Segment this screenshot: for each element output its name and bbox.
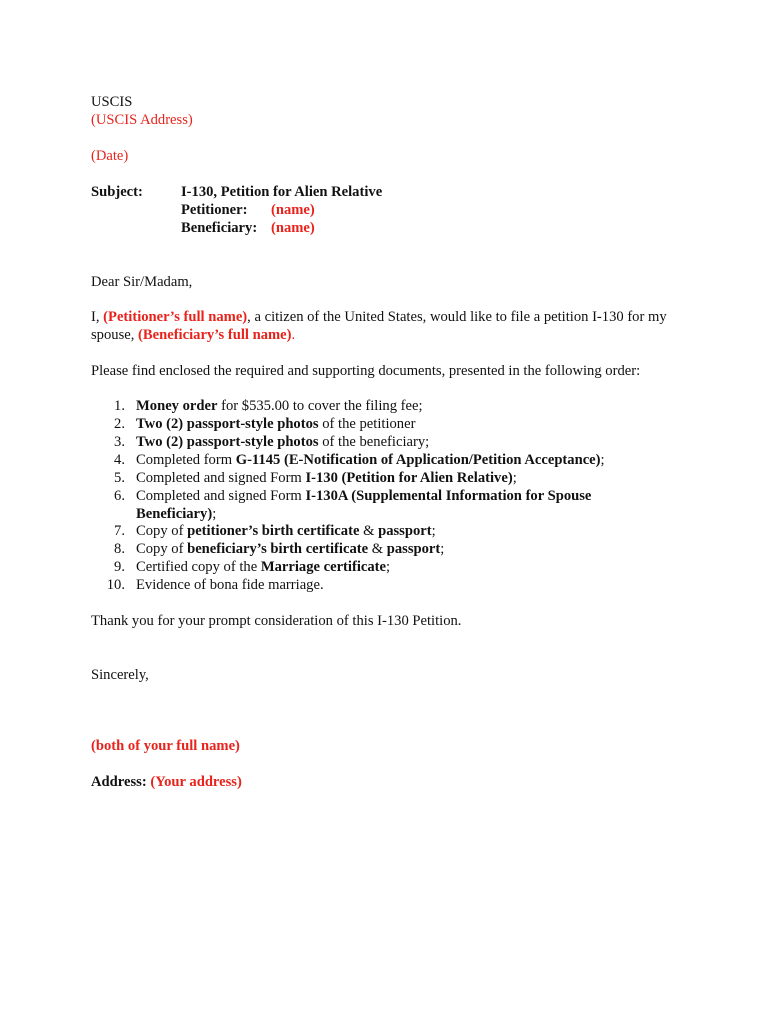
beneficiary-label: Beneficiary: [181, 220, 258, 236]
beneficiary-name-placeholder: (name) [271, 220, 315, 236]
item-bold: I-130 (Petition for Alien Relative) [305, 470, 513, 486]
intro-petitioner-placeholder: (Petitioner’s full name) [103, 309, 248, 325]
item-text: ; [386, 559, 391, 575]
closing-line: Thank you for your prompt consideration of this I-130 Petition. [91, 613, 462, 629]
item-bold: passport [378, 523, 432, 539]
item-text: Completed form [136, 452, 236, 468]
address-placeholder: (Your address) [150, 774, 242, 790]
item-text: Certified copy of the [136, 559, 261, 575]
item-text: Evidence of bona fide marriage. [136, 577, 324, 593]
intro-text: I, [91, 309, 104, 325]
item-text: Completed and signed Form [136, 470, 306, 486]
names-placeholder: (both of your full name) [91, 738, 240, 754]
date-placeholder: (Date) [91, 148, 129, 164]
recipient-org: USCIS [91, 94, 133, 110]
enclosed-sentence: Please find enclosed the required and supporting documents, presented in the following order: [91, 363, 641, 379]
petitioner-name-placeholder: (name) [271, 202, 315, 218]
item-text: Copy of [136, 541, 188, 557]
item-text: ; [212, 506, 217, 522]
item-bold: G-1145 (E-Notification of Application/Petition Acceptance) [235, 452, 601, 468]
item-text: ; [512, 470, 517, 486]
item-bold: passport [386, 541, 441, 557]
intro-line-2 [91, 326, 295, 344]
subject-title: I-130, Petition for Alien Relative [181, 184, 383, 200]
sign-off: Sincerely, [91, 667, 149, 683]
address-line [91, 773, 242, 791]
intro-text: spouse, [91, 327, 139, 343]
item-bold: Money order [136, 398, 218, 414]
item-text: ; [431, 523, 436, 539]
item-text: Copy of [136, 523, 188, 539]
item-bold: beneficiary’s birth certificate [187, 541, 369, 557]
item-bold: Beneficiary) [136, 506, 213, 522]
item-text: ; [600, 452, 605, 468]
list-number: 1. [114, 398, 125, 414]
item-text: & [368, 541, 387, 557]
intro-line-1 [91, 308, 667, 326]
item-bold: Two (2) passport-style photos [136, 434, 319, 450]
subject-label: Subject: [91, 184, 143, 200]
item-text: of the petitioner [318, 416, 416, 432]
list-number: 6. [114, 488, 125, 504]
item-text: of the beneficiary; [318, 434, 430, 450]
intro-beneficiary-placeholder: (Beneficiary’s full name) [138, 327, 292, 343]
list-number: 8. [114, 541, 125, 557]
item-text: for $535.00 to cover the filing fee; [217, 398, 423, 414]
list-number: 4. [114, 452, 125, 468]
petitioner-label: Petitioner: [181, 202, 248, 218]
item-bold: petitioner’s birth certificate [187, 523, 360, 539]
list-number: 10. [106, 577, 125, 593]
intro-period: . [291, 327, 296, 343]
address-label: Address: [91, 774, 147, 790]
item-bold: Two (2) passport-style photos [136, 416, 319, 432]
list-number: 7. [114, 523, 125, 539]
list-number: 5. [114, 470, 125, 486]
item-bold: I-130A (Supplemental Information for Spouse [305, 488, 592, 504]
item-text: ; [440, 541, 445, 557]
item-text: & [359, 523, 379, 539]
intro-text: , a citizen of the United States, would like to file a petition I-130 for my [247, 309, 667, 325]
list-number: 9. [114, 559, 125, 575]
recipient-address-placeholder: (USCIS Address) [91, 112, 193, 128]
item-bold: Marriage certificate [260, 559, 387, 575]
list-number: 2. [114, 416, 125, 432]
list-number: 3. [114, 434, 125, 450]
salutation: Dear Sir/Madam, [91, 274, 193, 290]
item-text: Completed and signed Form [136, 488, 306, 504]
